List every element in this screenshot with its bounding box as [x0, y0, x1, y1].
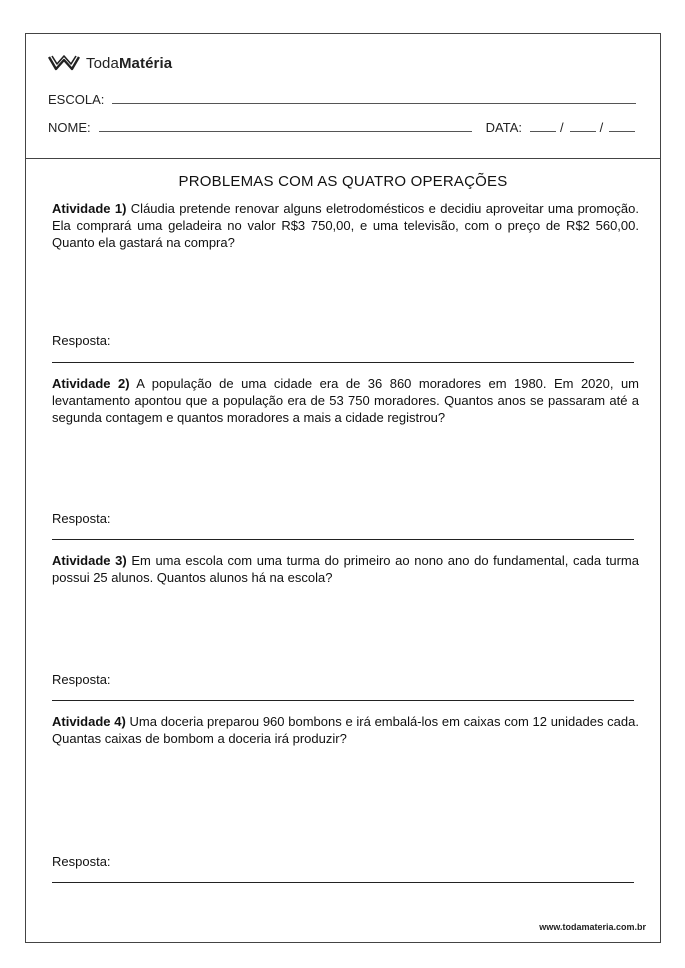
- school-input-line[interactable]: [112, 103, 636, 104]
- answer-label-2: Resposta:: [52, 511, 111, 526]
- answer-line-3[interactable]: [52, 700, 634, 701]
- activity-text: Em uma escola com uma turma do primeiro ao nono ano do fundamental, cada turma possui 25 alunos. Quantos alunos há na escola?: [52, 553, 639, 585]
- brand-name: TodaMatéria: [86, 54, 173, 72]
- date-month-line[interactable]: [570, 131, 596, 132]
- footer-website: www.todamateria.com.br: [539, 922, 646, 932]
- activity-label: Atividade 1): [52, 201, 127, 216]
- answer-line-2[interactable]: [52, 539, 634, 540]
- date-separator: /: [599, 120, 604, 135]
- worksheet-frame: [25, 33, 661, 943]
- activity-2: [52, 375, 639, 426]
- name-field-row: [48, 120, 635, 135]
- school-label: ESCOLA:: [48, 92, 105, 107]
- activity-text: A população de uma cidade era de 36 860 moradores em 1980. Em 2020, um levantamento apontou que a população era de 53 750 moradores. Quantos anos se passaram até a segunda contagem e quantos moradores a mais a cidade registrou?: [52, 376, 639, 425]
- date-label: DATA:: [485, 120, 522, 135]
- date-year-line[interactable]: [609, 131, 635, 132]
- date-separator: /: [559, 120, 564, 135]
- activity-label: Atividade 4): [52, 714, 126, 729]
- activity-label: Atividade 2): [52, 376, 130, 391]
- name-input-line[interactable]: [99, 131, 472, 132]
- worksheet-title: PROBLEMAS COM AS QUATRO OPERAÇÕES: [178, 173, 508, 190]
- book-logo-icon: [48, 54, 80, 72]
- name-label: NOME:: [48, 120, 91, 135]
- header-divider: [26, 158, 660, 159]
- answer-label-4: Resposta:: [52, 854, 111, 869]
- activity-text: Uma doceria preparou 960 bombons e irá embalá-los em caixas com 12 unidades cada. Quantas caixas de bombom a doceria irá produzir?: [52, 714, 639, 746]
- activity-3: [52, 552, 639, 586]
- activity-label: Atividade 3): [52, 553, 127, 568]
- date-field: [486, 120, 636, 135]
- school-field-row: [48, 92, 636, 107]
- activity-text: Cláudia pretende renovar alguns eletrodomésticos e decidiu aproveitar uma promoção. Ela comprará uma geladeira no valor R$3 750,00, e uma televisão, com o preço de R$2 560,00. Quanto ela gastará na compra?: [52, 201, 639, 250]
- answer-line-4[interactable]: [52, 882, 634, 883]
- answer-label-1: Resposta:: [52, 333, 111, 348]
- activity-4: [52, 713, 639, 747]
- activity-1: [52, 200, 639, 251]
- brand-logo: [48, 54, 172, 72]
- answer-line-1[interactable]: [52, 362, 634, 363]
- date-day-line[interactable]: [530, 131, 556, 132]
- answer-label-3: Resposta:: [52, 672, 111, 687]
